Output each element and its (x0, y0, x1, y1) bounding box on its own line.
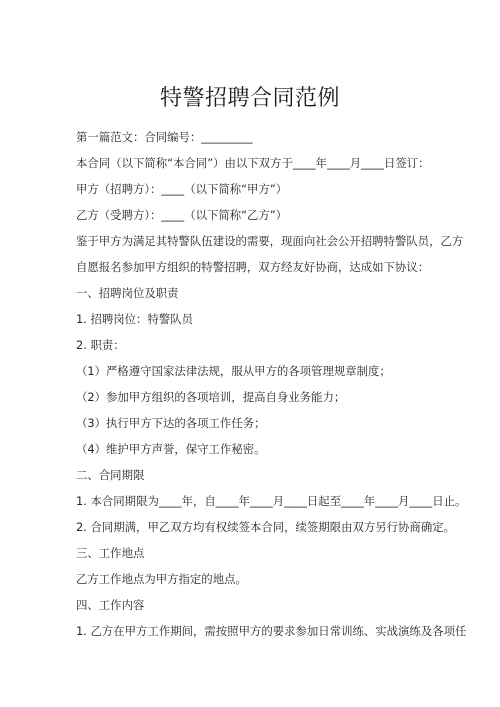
text-line-recital-1: 鉴于甲方为满足其特警队伍建设的需要，现面向社会公开招聘特警队员，乙方 (76, 234, 464, 248)
duty-item-3: （3）执行甲方下达的各项工作任务； (76, 416, 266, 430)
duty-item-1: （1）严格遵守国家法律法规，服从甲方的各项管理规章制度； (76, 364, 391, 378)
text-line-recital-2: 自愿报名参加甲方组织的特警招聘，双方经友好协商，达成如下协议： (76, 260, 430, 274)
text-line-contract-number: 第一篇范文：合同编号：_________ (76, 130, 253, 144)
text-line-term-1: 1. 本合同期限为____年，自____年____月____日起至____年____月____日止。 (76, 494, 467, 508)
text-line-preamble: 本合同（以下简称“本合同”）由以下双方于____年____月____日签订： (76, 156, 430, 170)
duty-item-4: （4）维护甲方声誉，保守工作秘密。 (76, 442, 266, 456)
document-title: 特警招聘合同范例 (159, 86, 340, 111)
text-line-party-a: 甲方（招聘方）：____（以下简称“甲方”） (76, 182, 288, 196)
text-line-location: 乙方工作地点为甲方指定的地点。 (76, 572, 247, 586)
duty-item-2: （2）参加甲方组织的各项培训，提高自身业务能力； (76, 390, 346, 404)
section-heading-term: 二、合同期限 (76, 468, 145, 482)
text-line-term-2: 2. 合同期满，甲乙双方均有权续签本合同，续签期限由双方另行协商确定。 (76, 520, 455, 534)
text-line-party-b: 乙方（受聘方）：____（以下简称“乙方”） (76, 208, 288, 222)
section-heading-position: 一、招聘岗位及职责 (76, 286, 179, 300)
text-line-position: 1. 招聘岗位：特警队员 (76, 312, 194, 326)
text-line-content-1: 1. 乙方在甲方工作期间，需按照甲方的要求参加日常训练、实战演练及各项任 (76, 624, 467, 638)
text-line-duties: 2. 职责： (76, 338, 125, 352)
section-heading-location: 三、工作地点 (76, 546, 145, 560)
section-heading-content: 四、工作内容 (76, 598, 145, 612)
